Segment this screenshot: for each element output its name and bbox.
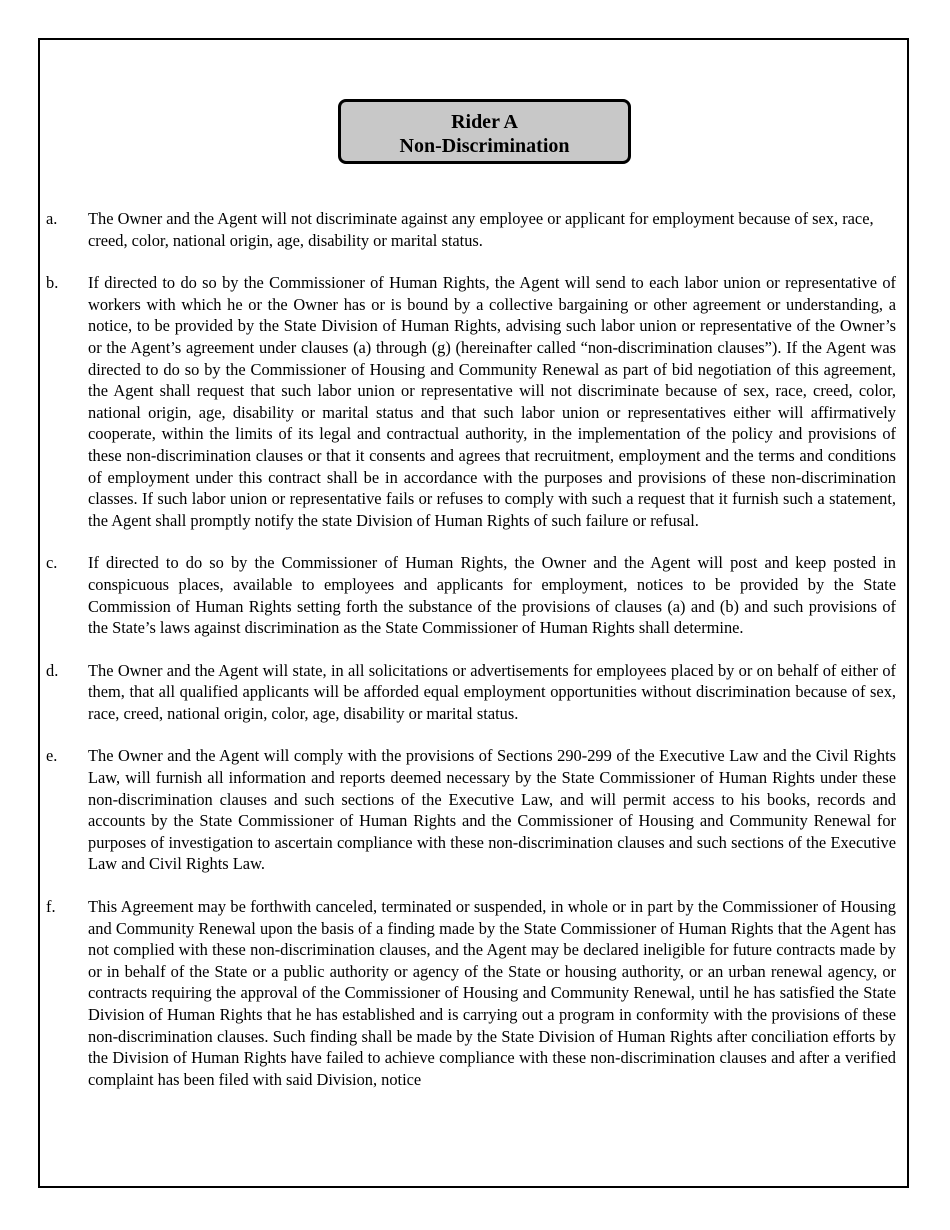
clause-text: The Owner and the Agent will comply with the provisions of Sections 290-299 of the Executive Law and the Civil Rights Law, will furnish all information and reports deemed necessary by the State Commissioner of Human Rights under these non-discrimination clauses and such sections of the Executive Law, and will permit access to his books, records and accounts by the State Commissioner of Human Rights and the Commissioner of Housing and Community Renewal for purposes of investigation to ascertain compliance with these non-discrimination clauses and such sections of the Executive Law and Civil Rights Law. xyxy=(88,746,896,874)
clause-a xyxy=(46,208,896,251)
clause-b xyxy=(46,272,896,531)
clause-text: The Owner and the Agent will state, in all solicitations or advertisements for employees placed by or on behalf of either of them, that all qualified applicants will be afforded equal employment opportunities without discrimination because of sex, race, creed, national origin, color, age, disability or marital status. xyxy=(88,660,896,723)
clause-letter: c. xyxy=(46,553,58,573)
clause-text: If directed to do so by the Commissioner of Human Rights, the Owner and the Agent will post and keep posted in conspicuous places, available to employees and applicants for employment, notices to be provided by the State Commission of Human Rights setting forth the substance of the provisions of clauses (a) and (b) and such provisions of the State’s laws against discrimination as the State Commissioner of Human Rights shall determine. xyxy=(88,553,896,638)
clause-letter: a. xyxy=(46,209,58,228)
rider-title-box xyxy=(338,99,631,164)
clause-letter: e. xyxy=(46,746,58,766)
clause-letter: f. xyxy=(46,897,56,917)
rider-title-line2: Non-Discrimination xyxy=(399,135,570,157)
clause-text: The Owner and the Agent will not discriminate against any employee or applicant for employment because of sex, race, creed, color, national origin, age, disability or marital status. xyxy=(88,209,874,250)
clause-c xyxy=(46,552,896,638)
clause-list xyxy=(46,208,896,1111)
clause-e xyxy=(46,745,896,875)
clause-text: This Agreement may be forthwith canceled, terminated or suspended, in whole or in part by the Commissioner of Housing and Community Renewal upon the basis of a finding made by the State Commissioner of Human Rights that the Agent has not complied with these non-discrimination clauses, and the Agent may be declared ineligible for future contracts made by or in behalf of the State or a public authority or agency of the State or housing authority, or an urban renewal agency, or contracts requiring the approval of the Commissioner of Housing and Community Renewal, until he has satisfied the State Division of Human Rights that he has established and is carrying out a program in conformity with the provisions of these non-discrimination clauses. Such finding shall be made by the State Division of Human Rights after conciliation efforts by the Division of Human Rights have failed to achieve compliance with these non-discrimination clauses and after a verified complaint has been filed with said Division, notice xyxy=(88,897,896,1089)
clause-letter: d. xyxy=(46,660,59,680)
clause-text: If directed to do so by the Commissioner of Human Rights, the Agent will send to each labor union or representative of workers with which he or the Owner has or is bound by a collective bargaining or other agreement or understanding, a notice, to be provided by the State Division of Human Rights, advising such labor union or representative of the Owner’s or the Agent’s agreement under clauses (a) through (g) (hereinafter called “non-discrimination clauses”). If the Agent was directed to do so by the Commissioner of Housing and Community Renewal as part of bid negotiation of this agreement, the Agent shall request that such labor union or representative will not discriminate because of sex, race, creed, color, national origin, age, disability or marital status and that such labor union or representatives either will affirmatively cooperate, within the limits of its legal and contractual authority, in the implementation of the policy and provisions of these non-discrimination clauses or that it consents and agrees that recruitment, employment and the terms and conditions of employment under this contract shall be in accordance with the purposes and provisions of these non-discrimination classes. If such labor union or representative fails or refuses to comply with such a request that it furnish such a statement, the Agent shall promptly notify the state Division of Human Rights of such failure or refusal. xyxy=(88,273,896,530)
page-border xyxy=(38,38,909,1188)
clause-d xyxy=(46,660,896,725)
clause-f xyxy=(46,896,896,1090)
rider-title-line1: Rider A xyxy=(451,111,518,133)
clause-letter: b. xyxy=(46,273,59,293)
